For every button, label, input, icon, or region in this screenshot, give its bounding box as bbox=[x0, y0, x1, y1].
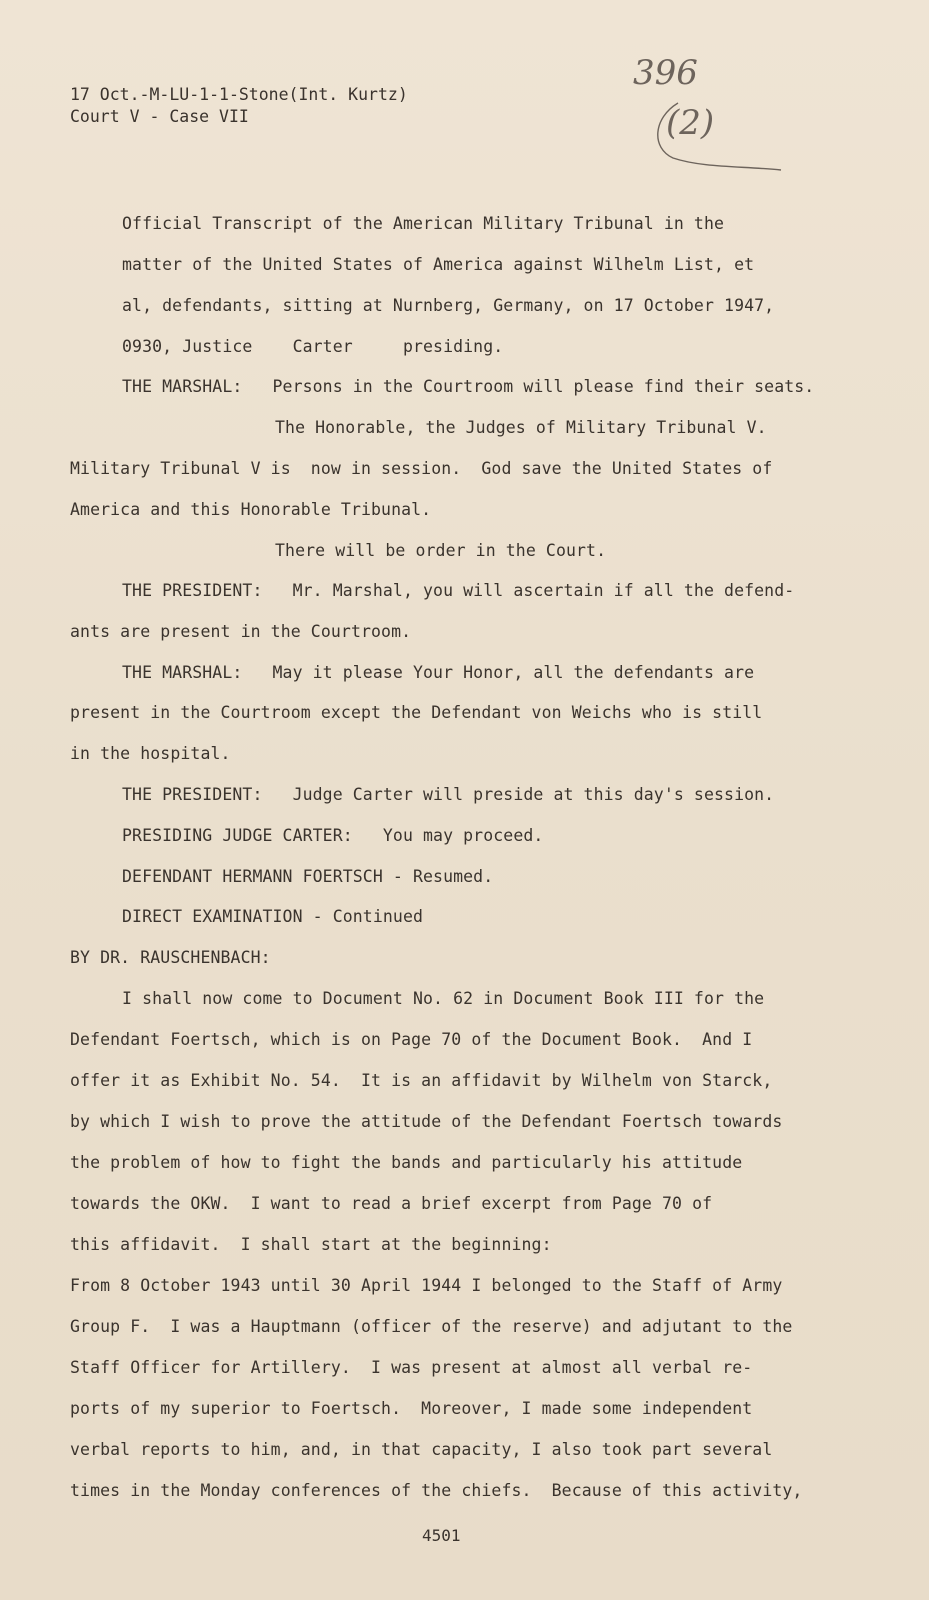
quoted-affidavit-line: verbal reports to him, and, in that capacity, I also took part several bbox=[70, 1440, 773, 1459]
document-header bbox=[70, 84, 408, 128]
handwritten-circled-mark: (2) bbox=[666, 103, 715, 143]
handwritten-mark-icon bbox=[633, 48, 783, 178]
transcript-line: offer it as Exhibit No. 54. It is an affidavit by Wilhelm von Starck, bbox=[70, 1071, 773, 1090]
quoted-affidavit-line: Group F. I was a Hauptmann (officer of the reserve) and adjutant to the bbox=[70, 1317, 793, 1336]
transcript-line: this affidavit. I shall start at the beginning: bbox=[70, 1235, 552, 1254]
transcript-line: al, defendants, sitting at Nurnberg, Germany, on 17 October 1947, bbox=[122, 296, 775, 315]
transcript-line: by which I wish to prove the attitude of the Defendant Foertsch towards bbox=[70, 1112, 783, 1131]
transcript-line: Official Transcript of the American Military Tribunal in the bbox=[122, 214, 725, 233]
transcript-line: There will be order in the Court. bbox=[275, 541, 607, 560]
transcript-line: 0930, Justice Carter presiding. bbox=[122, 337, 504, 356]
transcript-line: THE PRESIDENT: Judge Carter will preside at this day's session. bbox=[122, 785, 775, 804]
transcript-line: matter of the United States of America against Wilhelm List, et bbox=[122, 255, 755, 274]
quoted-affidavit-line: Staff Officer for Artillery. I was present at almost all verbal re- bbox=[70, 1358, 753, 1377]
transcript-line: America and this Honorable Tribunal. bbox=[70, 500, 432, 519]
transcript-line: THE PRESIDENT: Mr. Marshal, you will ascertain if all the defend- bbox=[122, 581, 795, 600]
transcript-line: THE MARSHAL: Persons in the Courtroom will please find their seats. bbox=[122, 377, 815, 396]
transcript-line: PRESIDING JUDGE CARTER: You may proceed. bbox=[122, 826, 544, 845]
page-number: 4501 bbox=[422, 1526, 461, 1545]
transcript-line: DIRECT EXAMINATION - Continued bbox=[122, 907, 424, 926]
transcript-line: THE MARSHAL: May it please Your Honor, all the defendants are bbox=[122, 663, 755, 682]
transcript-line: in the hospital. bbox=[70, 744, 231, 763]
transcript-line: towards the OKW. I want to read a brief excerpt from Page 70 of bbox=[70, 1194, 713, 1213]
quoted-affidavit-line: times in the Monday conferences of the chiefs. Because of this activity, bbox=[70, 1481, 803, 1500]
handwritten-annotation bbox=[633, 48, 783, 178]
header-reference: 17 Oct.-M-LU-1-1-Stone(Int. Kurtz) bbox=[70, 85, 408, 104]
quoted-affidavit-line: ports of my superior to Foertsch. Moreover, I made some independent bbox=[70, 1399, 753, 1418]
transcript-line: ants are present in the Courtroom. bbox=[70, 622, 412, 641]
transcript-line: I shall now come to Document No. 62 in Document Book III for the bbox=[122, 989, 765, 1008]
handwritten-number: 396 bbox=[633, 53, 698, 93]
transcript-line: The Honorable, the Judges of Military Tribunal V. bbox=[275, 418, 767, 437]
transcript-line: the problem of how to fight the bands and particularly his attitude bbox=[70, 1153, 743, 1172]
header-court-case: Court V - Case VII bbox=[70, 107, 249, 126]
transcript-line: Defendant Foertsch, which is on Page 70 of the Document Book. And I bbox=[70, 1030, 753, 1049]
transcript-line: present in the Courtroom except the Defendant von Weichs who is still bbox=[70, 703, 763, 722]
transcript-line: DEFENDANT HERMANN FOERTSCH - Resumed. bbox=[122, 867, 494, 886]
quoted-affidavit-line: From 8 October 1943 until 30 April 1944 I belonged to the Staff of Army bbox=[70, 1276, 783, 1295]
transcript-line: Military Tribunal V is now in session. God save the United States of bbox=[70, 459, 773, 478]
transcript-line: BY DR. RAUSCHENBACH: bbox=[70, 948, 271, 967]
